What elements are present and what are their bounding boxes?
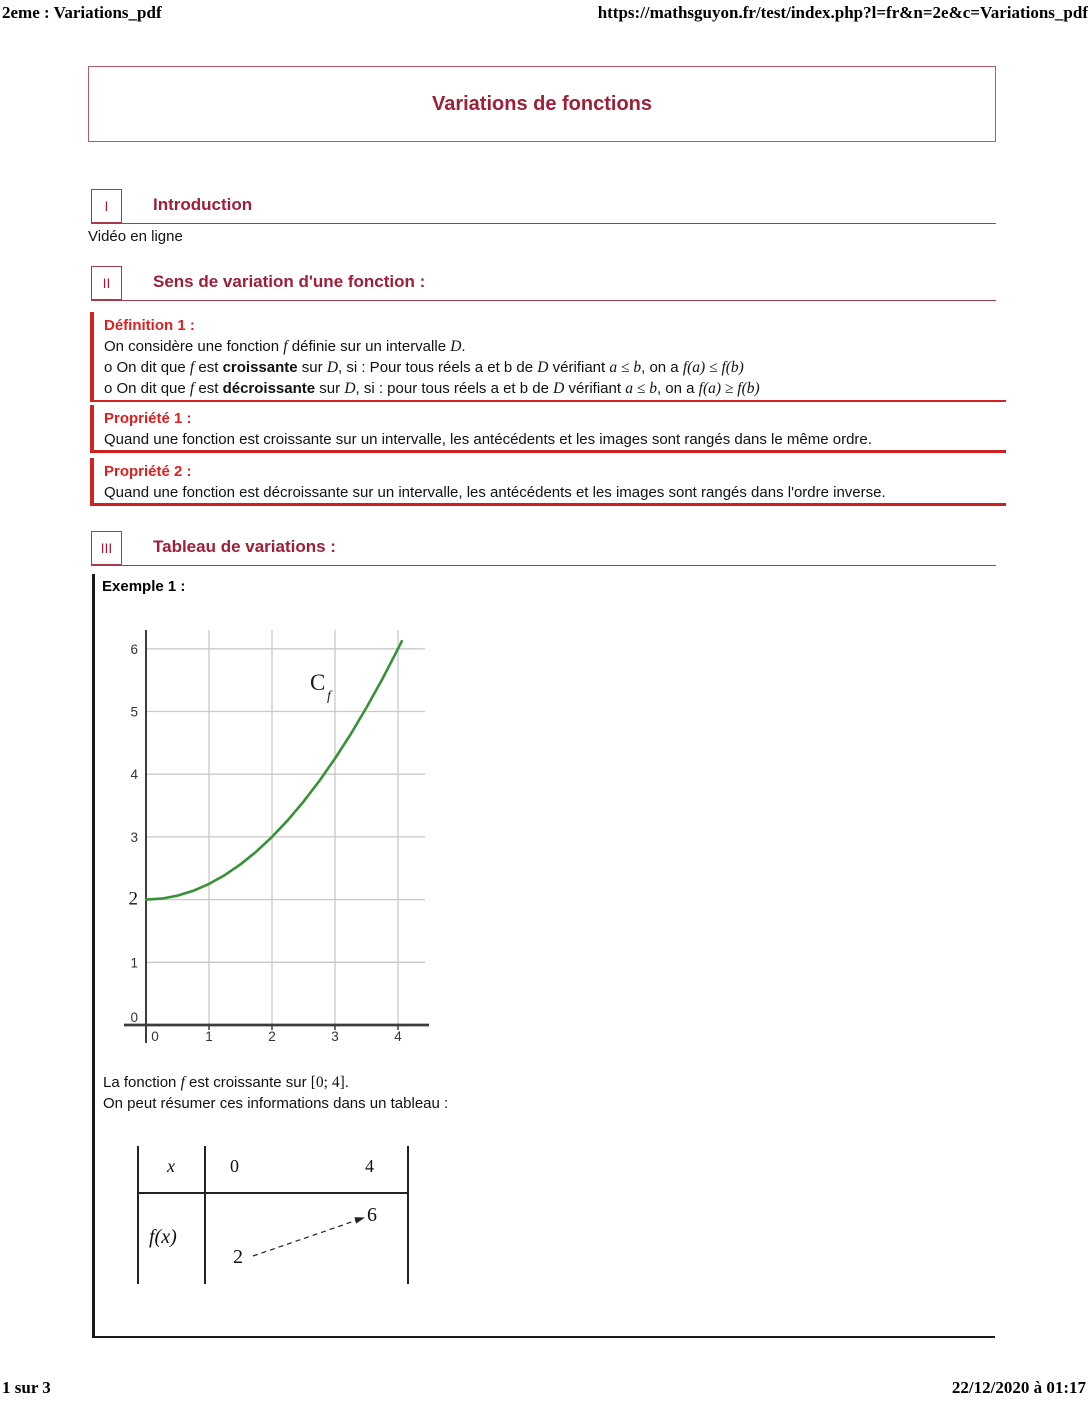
- table-intro-text: On peut résumer ces informations dans un tableau :: [103, 1095, 449, 1112]
- pdf-header-url: https://mathsguyon.fr/test/index.php?l=fr&n=2e&c=Variations_pdf: [597, 3, 1088, 22]
- svg-text:5: 5: [130, 704, 138, 720]
- svg-text:1: 1: [130, 955, 138, 971]
- svg-text:2: 2: [128, 888, 138, 910]
- document-title-box: [88, 66, 996, 142]
- definition-label: Définition 1 :: [104, 317, 195, 334]
- svg-text:3: 3: [331, 1029, 339, 1044]
- svg-text:4: 4: [394, 1029, 402, 1044]
- svg-text:0: 0: [151, 1029, 159, 1044]
- section-header-tableau-de-variations: [91, 531, 996, 566]
- svg-text:4: 4: [130, 767, 138, 783]
- page-title: Variations de fonctions: [431, 92, 653, 115]
- example-box: [92, 574, 995, 1338]
- definition-line: o On dit que f est croissante sur D, si : Pour tous réels a et b de D vérifiant a ≤ b, on a f(a) ≤ f(b): [104, 359, 744, 376]
- property-box-2: [90, 458, 1006, 506]
- variation-table: [137, 1146, 409, 1284]
- section-header-introduction: [91, 189, 996, 224]
- vt-f-max: 6: [367, 1204, 377, 1226]
- definition-box: [90, 312, 1006, 402]
- property-label: Propriété 2 :: [104, 463, 192, 480]
- section-header-sens-de-variation: [91, 266, 996, 301]
- svg-text:0: 0: [130, 1010, 138, 1025]
- function-graph: [98, 622, 438, 1054]
- property-text: Quand une fonction est décroissante sur un intervalle, les antécédents et les images sont rangés dans l'ordre inverse.: [104, 484, 886, 501]
- section-title: Introduction: [153, 195, 253, 214]
- intro-video-link-text: Vidéo en ligne: [88, 228, 183, 245]
- section-numeral: I: [91, 189, 122, 223]
- increasing-arrow-icon: [137, 1146, 409, 1284]
- curve-label: C: [310, 670, 326, 695]
- property-label: Propriété 1 :: [104, 410, 192, 427]
- section-numeral: II: [91, 266, 122, 300]
- vt-x-max: 4: [365, 1156, 374, 1176]
- pdf-footer-datetime: 22/12/2020 à 01:17: [951, 1378, 1086, 1397]
- svg-text:6: 6: [130, 641, 138, 657]
- section-title: Sens de variation d'une fonction :: [153, 272, 426, 291]
- svg-text:f: f: [327, 689, 331, 704]
- example-label: Exemple 1 :: [102, 578, 186, 595]
- section-title: Tableau de variations :: [153, 537, 336, 556]
- svg-text:2: 2: [268, 1029, 276, 1044]
- section-numeral: III: [91, 531, 122, 565]
- svg-text:3: 3: [130, 829, 138, 845]
- graph-caption: La fonction f est croissante sur [0; 4].: [103, 1074, 349, 1091]
- vt-f-min: 2: [233, 1246, 243, 1268]
- pdf-header-title: 2eme : Variations_pdf: [2, 3, 162, 22]
- vt-x-header: x: [167, 1156, 175, 1176]
- svg-text:1: 1: [205, 1029, 213, 1044]
- vt-f-header: f(x): [149, 1226, 177, 1248]
- definition-line: o On dit que f est décroissante sur D, si : pour tous réels a et b de D vérifiant a ≤ b, on a f(a) ≥ f(b): [104, 380, 760, 397]
- vt-x-min: 0: [230, 1156, 239, 1176]
- property-text: Quand une fonction est croissante sur un intervalle, les antécédents et les images sont rangés dans le même ordre.: [104, 431, 872, 448]
- pdf-footer-page-count: 1 sur 3: [2, 1378, 51, 1397]
- curve-f: [146, 641, 402, 899]
- definition-line: On considère une fonction f définie sur un intervalle D.: [104, 338, 466, 355]
- property-box-1: [90, 405, 1006, 453]
